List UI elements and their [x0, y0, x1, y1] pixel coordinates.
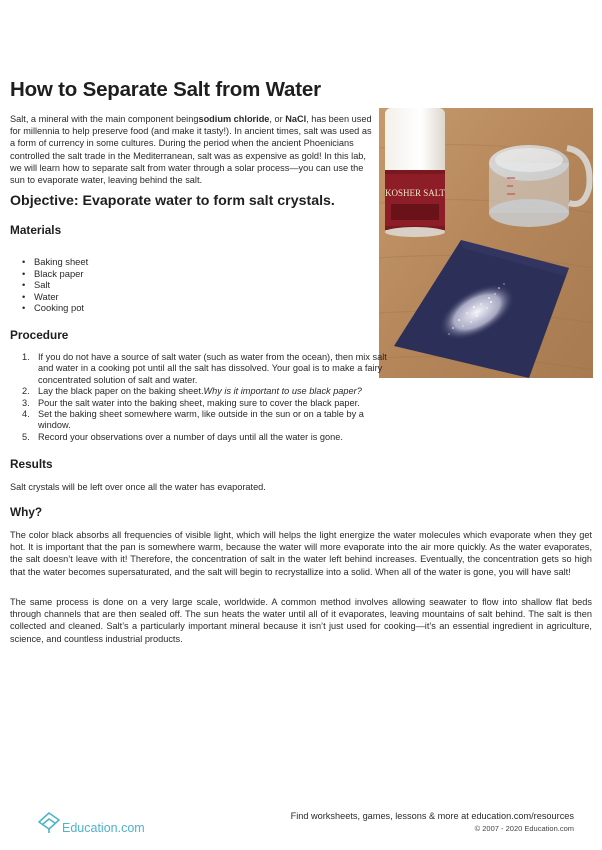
- step-text: Record your observations over a number of days until all the water is gone.: [38, 431, 343, 442]
- intro-text-3: , has been used for millennia to help preserve food (and make it tasty!). In ancient times, salt was used as a form of currency in some cultures. During the period when the ancient Phoenicians controlled the salt trade in the Mediterranean, salt was as expensive as gold! In this lab, we will learn how to separate salt from water through a solar process—you can use the sun to evaporate water, leaving behind the salt.: [10, 114, 372, 186]
- footer-brand[interactable]: Education.com: [62, 821, 145, 835]
- list-item: • Salt: [22, 279, 88, 291]
- why-heading: Why?: [10, 505, 43, 519]
- results-heading: Results: [10, 457, 53, 471]
- procedure-step: [22, 409, 394, 432]
- intro-paragraph: [10, 113, 378, 186]
- objective-heading: Objective: Evaporate water to form salt crystals.: [10, 193, 335, 209]
- page-title: How to Separate Salt from Water: [10, 78, 321, 101]
- list-item: • Baking sheet: [22, 256, 88, 268]
- step-text: Lay the black paper on the baking sheet.: [38, 386, 204, 397]
- footer-tagline[interactable]: Find worksheets, games, lessons & more at education.com/resources: [290, 811, 574, 821]
- step-text: Set the baking sheet somewhere warm, like outside in the sun or on a table by a window.: [38, 409, 364, 431]
- salt-photo: [379, 108, 593, 378]
- procedure-step: [22, 386, 394, 397]
- intro-text-1: Salt, a mineral with the main component being: [10, 114, 199, 124]
- procedure-step: [22, 352, 394, 386]
- footer-copyright: © 2007 - 2020 Education.com: [474, 824, 574, 833]
- step-text: Pour the salt water into the baking sheet, making sure to cover the black paper.: [38, 397, 360, 408]
- intro-bold-sodium-chloride: sodium chloride: [198, 114, 270, 124]
- step-number: 5.: [22, 431, 30, 442]
- footer-info: [291, 811, 574, 833]
- jar-label: KOSHER SALT: [385, 188, 445, 198]
- step-number: 3.: [22, 397, 30, 408]
- step-number: 2.: [22, 386, 30, 397]
- list-item: • Water: [22, 291, 88, 303]
- intro-text-2: , or: [269, 114, 286, 124]
- procedure-step: [22, 432, 394, 443]
- procedure-list: [22, 352, 394, 443]
- intro-bold-nacl: NaCl: [285, 114, 307, 124]
- procedure-step: [22, 398, 394, 409]
- step-question: Why is it important to use black paper?: [203, 386, 362, 397]
- education-logo-icon: [36, 808, 62, 834]
- salt-jar: [385, 108, 445, 237]
- step-number: 1.: [22, 352, 30, 362]
- step-text: If you do not have a source of salt water (such as water from the ocean), then mix salt and water in a cooking pot until all the salt has dissolved. Your goal is to make a fairy concentrated solution of salt and water.: [38, 352, 387, 385]
- list-item: • Cooking pot: [22, 302, 88, 314]
- salt-photo-illustration: [379, 108, 593, 378]
- results-text: Salt crystals will be left over once all the water has evaporated.: [10, 482, 266, 492]
- why-paragraph-1: The color black absorbs all frequencies of visible light, which will helps the light energize the water molecules which evaporate when they get hot. It is important that the pan is somewhere warm, because the water will more evaporate into the air more quickly. As the water evaporates, the salt doesn’t leave with it! Therefore, the concentration of salt in the water left behind increases. Eventually, the concentration gets so high that the water becomes supersaturated, and the salt will begin to recrystallize into a solid. When all of the water is gone, you will have salt!: [10, 530, 592, 577]
- procedure-heading: Procedure: [10, 328, 69, 342]
- materials-list: [22, 256, 88, 314]
- step-number: 4.: [22, 409, 30, 420]
- materials-heading: Materials: [10, 223, 62, 237]
- list-item: • Black paper: [22, 268, 88, 280]
- why-paragraph-2: The same process is done on a very large scale, worldwide. A common method involves allowing seawater to flow into shallow flat beds through channels that are then sealed off. The sun heats the water until all of it evaporates, leaving mountains of salt behind. The salt is then collected and cleaned. Salt’s a particularly important mineral because it isn’t just used for cooking—it’s an essential ingredient in agriculture, science, and countless industrial products.: [10, 597, 592, 644]
